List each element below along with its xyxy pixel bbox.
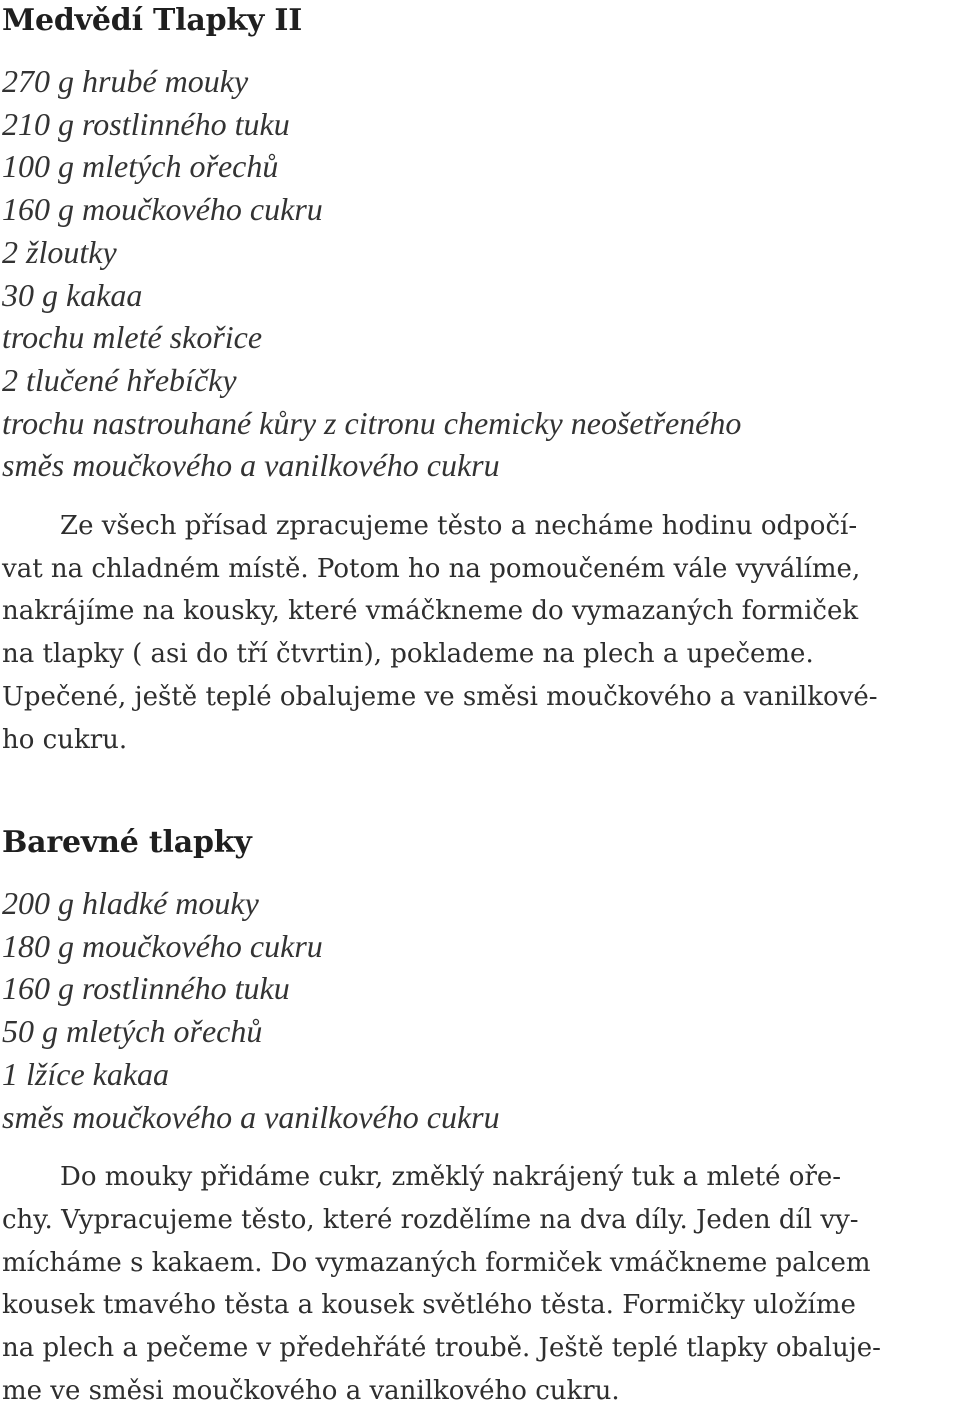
instruction-line: Ze všech přísad zpracujeme těsto a necháme hodinu odpočí- (60, 511, 858, 542)
instruction-line: Do mouky přidáme cukr, změklý nakrájený tuk a mleté oře- (60, 1162, 842, 1193)
ingredient-item: 2 tlučené hřebíčky (2, 361, 237, 398)
ingredient-item: 1 lžíce kakaa (2, 1055, 170, 1092)
recipe-instructions (2, 1156, 952, 1412)
recipe-title: Barevné tlapky (2, 825, 252, 860)
ingredient-item: 160 g moučkového cukru (2, 191, 323, 228)
instruction-line: Upečené, ještě teplé obalujeme ve směsi moučkového a vanilkové- (2, 681, 878, 712)
ingredient-item: 50 g mletých ořechů (2, 1013, 263, 1050)
ingredient-item: 160 g rostlinného tuku (2, 970, 290, 1007)
instruction-line: chy. Vypracujeme těsto, které rozdělíme na dva díly. Jeden díl vy- (2, 1204, 859, 1235)
recipe-medvedi-tlapky (2, 0, 954, 761)
ingredient-item: 2 žloutky (2, 233, 117, 270)
ingredient-item: 200 g hladké mouky (2, 885, 259, 921)
ingredient-item: 210 g rostlinného tuku (2, 105, 290, 142)
ingredient-item: 270 g hrubé mouky (2, 63, 249, 99)
instruction-line: me ve směsi moučkového a vanilkového cukru. (2, 1375, 620, 1406)
instruction-line: nakrájíme na kousky, které vmáčkneme do vymazaných formiček (2, 596, 859, 627)
ingredient-list (2, 882, 954, 1138)
ingredient-item: 180 g moučkového cukru (2, 927, 323, 964)
ingredient-item: trochu mleté skořice (2, 319, 263, 356)
instruction-line: vat na chladném místě. Potom ho na pomoučeném vále vyválíme, (2, 553, 861, 584)
instruction-line: kousek tmavého těsta a kousek světlého těsta. Formičky uložíme (2, 1290, 856, 1321)
ingredient-item: 30 g kakaa (2, 276, 143, 313)
ingredient-list (2, 60, 954, 487)
instruction-line: na plech a pečeme v předehřáté troubě. Ještě teplé tlapky obaluje- (2, 1333, 881, 1364)
ingredient-item: směs moučkového a vanilkového cukru (2, 447, 500, 484)
instruction-line: na tlapky ( asi do tří čtvrtin), poklademe na plech a upečeme. (2, 639, 814, 670)
ingredient-item: směs moučkového a vanilkového cukru (2, 1098, 500, 1135)
ingredient-item: trochu nastrouhané kůry z citronu chemicky neošetřeného (2, 404, 742, 441)
recipe-barevne-tlapky (2, 822, 954, 1412)
recipe-instructions (2, 505, 952, 761)
instruction-line: ho cukru. (2, 724, 128, 755)
ingredient-item: 100 g mletých ořechů (2, 148, 279, 185)
recipe-title: Medvědí Tlapky II (2, 3, 303, 38)
instruction-line: mícháme s kakaem. Do vymazaných formiček vmáčkneme palcem (2, 1247, 871, 1278)
